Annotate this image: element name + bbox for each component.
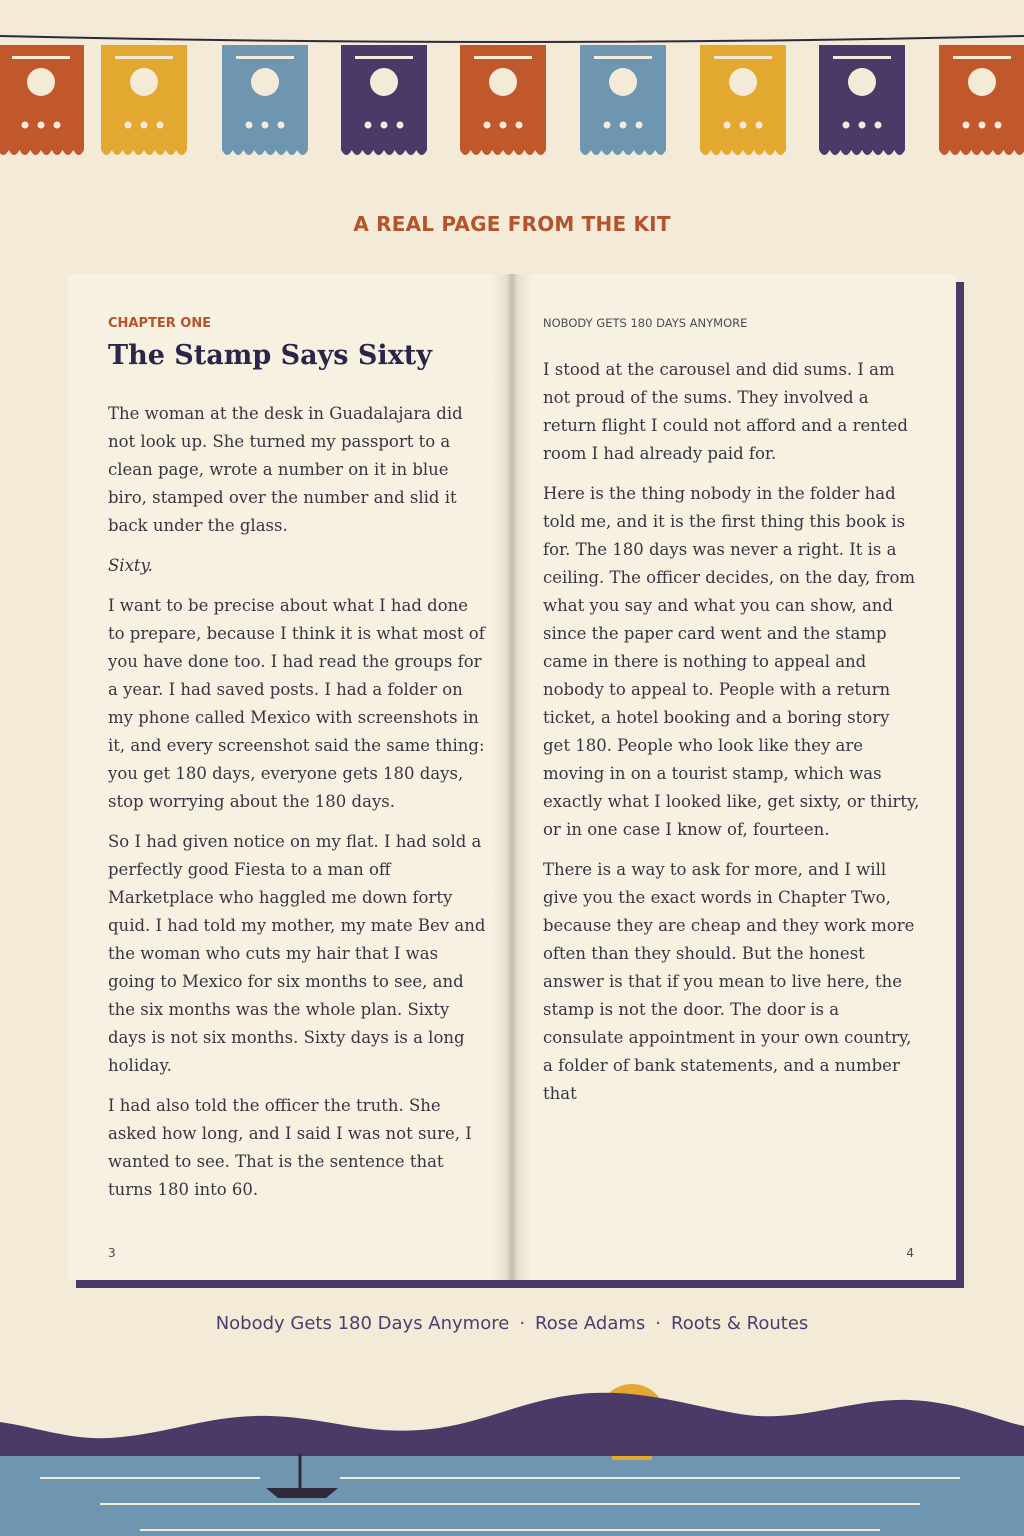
left-page-body <box>108 400 486 1216</box>
papel-picado-flag <box>101 45 187 155</box>
right-page-body <box>543 356 921 1120</box>
chapter-title: The Stamp Says Sixty <box>108 340 432 371</box>
page-number-left: 3 <box>108 1246 116 1260</box>
papel-picado-flag <box>460 45 546 155</box>
papel-picado-flag <box>819 45 905 155</box>
papel-picado-bunting <box>0 0 1024 180</box>
paragraph: The woman at the desk in Guadalajara did not look up. She turned my passport to a clean page, wrote a number on it in blue biro, stamped over the number and slid it back under the glass. <box>108 404 463 535</box>
credit-separator: · <box>519 1313 526 1334</box>
bunting-string <box>0 36 1024 42</box>
open-book <box>68 274 956 1280</box>
paragraph: Here is the thing nobody in the folder had told me, and it is the first thing this book is for. The 180 days was never a right. It is a ceiling. The officer decides, on the day, from what you say and what you can show, and since the paper card went and the stamp came in there is nothing to appeal and nobody to appeal to. People with a return ticket, a hotel booking and a boring story get 180. People who look like they are moving in on a tourist stamp, which was exactly what I looked like, get sixty, or thirty, or in one case I know of, fourteen. <box>543 484 920 839</box>
running-head: NOBODY GETS 180 DAYS ANYMORE <box>543 316 748 330</box>
credit-author: Rose Adams <box>535 1313 646 1334</box>
right-page <box>512 274 956 1280</box>
lake-water <box>0 1456 1024 1536</box>
kit-heading: A REAL PAGE FROM THE KIT <box>353 212 671 236</box>
credit-publisher: Roots & Routes <box>671 1313 809 1334</box>
paragraph: Sixty. <box>108 556 153 575</box>
paragraph: There is a way to ask for more, and I will give you the exact words in Chapter Two, because they are cheap and they work more often than they should. But the honest answer is that if you mean to live here, the stamp is not the door. The door is a consulate appointment in your own country, a folder of bank statements, and a number that <box>543 860 915 1103</box>
papel-picado-flag <box>700 45 786 155</box>
paragraph: I want to be precise about what I had done to prepare, because I think it is what most of you have done too. I had read the groups for a year. I had saved posts. I had a folder on my phone called Mexico with screenshots in it, and every screenshot said the same thing: you get 180 days, everyone gets 180 days, stop worrying about the 180 days. <box>108 596 485 811</box>
paragraph: I had also told the officer the truth. She asked how long, and I said I was not sure, I wanted to see. That is the sentence that turns 180 into 60. <box>108 1096 472 1199</box>
left-page <box>68 274 512 1280</box>
papel-picado-flag <box>939 45 1024 155</box>
paragraph: I stood at the carousel and did sums. I am not proud of the sums. They involved a return flight I could not afford and a rented room I had already paid for. <box>543 360 908 463</box>
chapter-label: CHAPTER ONE <box>108 316 212 331</box>
papel-picado-flag <box>0 45 84 155</box>
papel-picado-flag <box>222 45 308 155</box>
lake-landscape-illustration <box>0 1370 1024 1536</box>
book-gutter-shadow <box>492 274 532 1280</box>
book-credits <box>0 1313 1024 1334</box>
credit-title: Nobody Gets 180 Days Anymore <box>215 1313 510 1334</box>
sun-reflection <box>612 1456 652 1460</box>
papel-picado-flag <box>580 45 666 155</box>
papel-picado-flag <box>341 45 427 155</box>
credit-separator: · <box>655 1313 662 1334</box>
page-number-right: 4 <box>906 1246 914 1260</box>
paragraph: So I had given notice on my flat. I had sold a perfectly good Fiesta to a man off Marketplace who haggled me down forty quid. I had told my mother, my mate Bev and the woman who cuts my hair that I was going to Mexico for six months to see, and the six months was the whole plan. Sixty days is not six months. Sixty days is a long holiday. <box>108 832 486 1075</box>
